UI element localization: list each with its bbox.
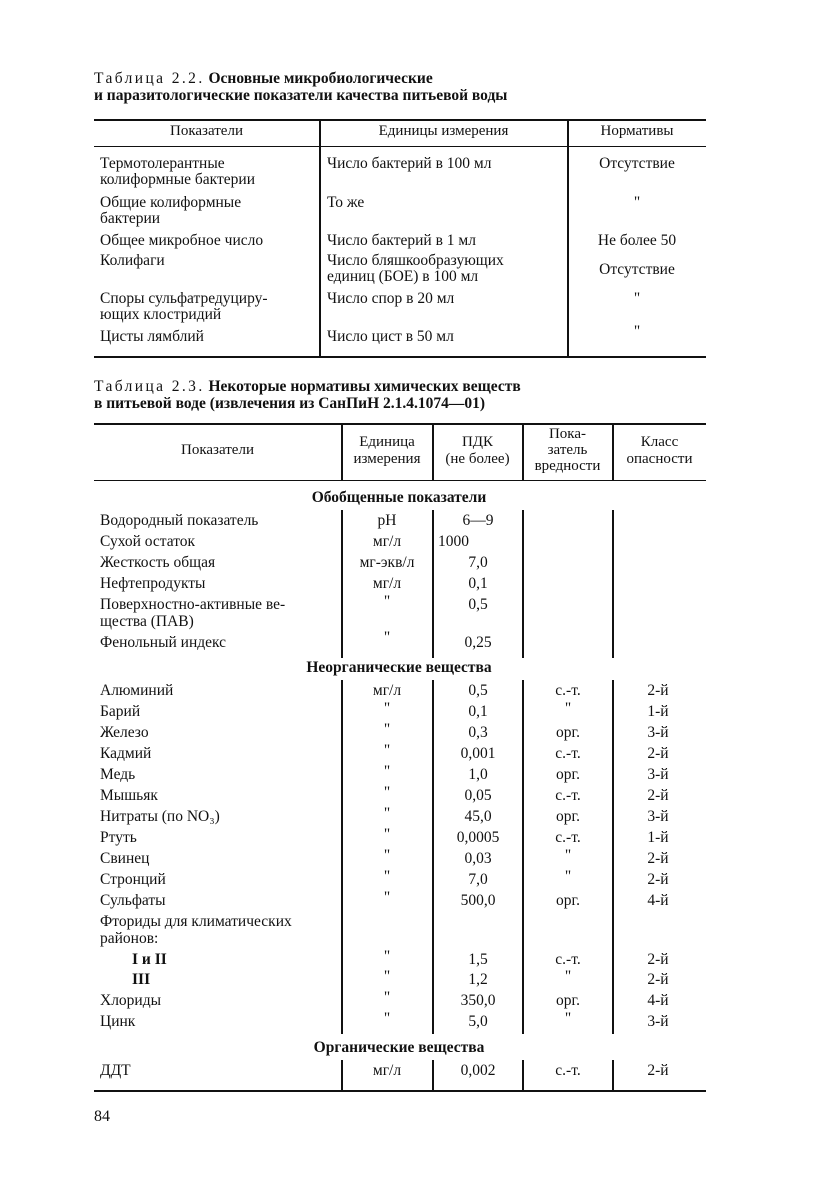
t23-section-general: Обобщенные показатели bbox=[311, 489, 487, 506]
t23-gen-row5-name-l1: Поверхностно-активные ве- bbox=[100, 596, 286, 613]
table-2-2-header-indicator: Показатели bbox=[170, 123, 243, 139]
t23-inorg-row16-name: Цинк bbox=[100, 1013, 136, 1030]
t23-inorg-row2-harm: " bbox=[564, 700, 572, 717]
t23-inorg-row5-harm: орг. bbox=[556, 766, 580, 783]
t23-inorg-row3-unit: " bbox=[383, 721, 391, 738]
t23-inorg-row8-unit: " bbox=[383, 826, 391, 843]
t23-inorg-row1-harm: с.-т. bbox=[555, 682, 581, 699]
table-2-2-col-divider-1 bbox=[319, 119, 321, 357]
t23-inorg-row6-harm: с.-т. bbox=[555, 787, 581, 804]
t23-inorg-row5-class: 3-й bbox=[647, 766, 669, 783]
t22-row1-indicator-l2: колиформные бактерии bbox=[100, 171, 255, 188]
t23-inorg-row16-pdk: 5,0 bbox=[468, 1013, 488, 1030]
t23-header-harm-l3: вредности bbox=[534, 458, 601, 474]
t23-inorg-row5-pdk: 1,0 bbox=[468, 766, 488, 783]
t22-row6-indicator: Цисты лямблий bbox=[100, 328, 204, 345]
t23-inorg-row10-unit: " bbox=[383, 868, 391, 885]
t23-org-row1-pdk: 0,002 bbox=[460, 1062, 496, 1079]
t23-inorg-row14-harm: " bbox=[564, 968, 572, 985]
t23-inorg-row9-harm: " bbox=[564, 847, 572, 864]
t23-inorg-row14-pdk: 1,2 bbox=[468, 971, 488, 988]
table-2-3-caption bbox=[94, 378, 521, 412]
t23-inorg-row13-name: I и II bbox=[132, 951, 167, 968]
t23-inorg-row7-pdk: 45,0 bbox=[464, 808, 492, 825]
t23-inorg-row9-name: Свинец bbox=[100, 850, 150, 867]
t23-gen-row4-unit: мг/л bbox=[372, 575, 402, 592]
t22-row4-unit-l2: единиц (БОЕ) в 100 мл bbox=[327, 268, 479, 285]
t23-inorg-row16-harm: " bbox=[564, 1010, 572, 1027]
t23-inorg-row1-unit: мг/л bbox=[372, 682, 402, 699]
table-2-2-bottom-rule bbox=[94, 356, 706, 358]
t23-inorg-row15-harm: орг. bbox=[556, 992, 580, 1009]
t23-inorg-row4-harm: с.-т. bbox=[555, 745, 581, 762]
t23-org-row1-class: 2-й bbox=[647, 1062, 669, 1079]
t23-inorg-row13-harm: с.-т. bbox=[555, 951, 581, 968]
t23-inorg-row4-pdk: 0,001 bbox=[460, 745, 496, 762]
table-2-2-title-line1: Основные микробиологические bbox=[208, 70, 433, 87]
t23-inorg-row11-pdk: 500,0 bbox=[460, 892, 496, 909]
t23-inorg-row8-name: Ртуть bbox=[100, 829, 137, 846]
table-2-3-label: Таблица 2.3. bbox=[94, 378, 205, 395]
t23-header-class-l2: опасности bbox=[626, 451, 693, 467]
t23-inorg-row1-name: Алюминий bbox=[100, 682, 174, 699]
table-2-2-label: Таблица 2.2. bbox=[94, 70, 205, 87]
table-2-2-header-norm: Нормативы bbox=[600, 123, 674, 139]
t23-inorg-row10-harm: " bbox=[564, 868, 572, 885]
t23-inorg-row6-pdk: 0,05 bbox=[464, 787, 492, 804]
t22-row4-indicator: Колифаги bbox=[100, 252, 165, 269]
t23-gen-row2-unit: мг/л bbox=[372, 533, 402, 550]
table-2-3-title-line1: Некоторые нормативы химических веществ bbox=[208, 378, 521, 395]
t23-section-inorganic: Неорганические вещества bbox=[306, 659, 492, 676]
t23-inorg-row14-unit: " bbox=[383, 968, 391, 985]
t23-inorg-row10-name: Стронций bbox=[100, 871, 166, 888]
t23-header-unit-l2: измерения bbox=[353, 451, 421, 467]
t23-inorg-row9-pdk: 0,03 bbox=[464, 850, 492, 867]
t23-gen-row5-pdk: 0,5 bbox=[468, 596, 488, 613]
t22-row2-norm: " bbox=[633, 194, 641, 211]
t23-inorg-row4-unit: " bbox=[383, 742, 391, 759]
t23-inorg-row10-pdk: 7,0 bbox=[468, 871, 488, 888]
t23-inorg-row11-unit: " bbox=[383, 889, 391, 906]
t23-inorg-row2-name: Барий bbox=[100, 703, 141, 720]
t23-inorg-row1-pdk: 0,5 bbox=[468, 682, 488, 699]
t23-org-row1-name: ДДТ bbox=[100, 1062, 131, 1079]
t23-inorg-row8-pdk: 0,0005 bbox=[456, 829, 500, 846]
t23-gen-row3-name: Жесткость общая bbox=[100, 554, 216, 571]
t23-inorg-row7-class: 3-й bbox=[647, 808, 669, 825]
t23-inorg-row9-unit: " bbox=[383, 847, 391, 864]
t22-row4-norm: Отсутствие bbox=[599, 261, 675, 278]
t23-gen-row1-name: Водородный показатель bbox=[100, 512, 259, 529]
t22-row2-indicator-l1: Общие колиформные bbox=[100, 194, 242, 211]
table-2-3-header-rule bbox=[94, 480, 706, 481]
table-2-2-header-unit: Единицы измерения bbox=[378, 123, 509, 139]
t23-inorg-row5-name: Медь bbox=[100, 766, 136, 783]
table-2-3-title-line2: в питьевой воде (извлечения из СанПиН 2.1.4.1074—01) bbox=[94, 395, 486, 412]
t23-inorg-row3-name: Железо bbox=[100, 724, 149, 741]
t23-inorg-row7-harm: орг. bbox=[556, 808, 580, 825]
t22-row5-unit: Число спор в 20 мл bbox=[327, 290, 455, 307]
t23-inorg-row13-unit: " bbox=[383, 948, 391, 965]
t23-gen-row1-pdk: 6—9 bbox=[462, 512, 494, 529]
t22-row3-indicator: Общее микробное число bbox=[100, 232, 264, 249]
t23-inorg-row2-unit: " bbox=[383, 700, 391, 717]
t23-gen-row6-pdk: 0,25 bbox=[464, 634, 492, 651]
t22-row3-norm: Не более 50 bbox=[597, 232, 677, 249]
t23-inorg-row11-name: Сульфаты bbox=[100, 892, 166, 909]
t22-row2-unit: То же bbox=[327, 194, 365, 211]
t23-gen-row6-unit: " bbox=[383, 629, 391, 646]
t23-header-unit-l1: Единица bbox=[359, 434, 415, 450]
t23-header-class-l1: Класс bbox=[640, 434, 679, 450]
t22-row5-norm: " bbox=[633, 290, 641, 307]
t23-inorg-row6-unit: " bbox=[383, 784, 391, 801]
t23-inorg-row13-pdk: 1,5 bbox=[468, 951, 488, 968]
t23-inorg-row10-class: 2-й bbox=[647, 871, 669, 888]
t23-inorg-row6-name: Мышьяк bbox=[100, 787, 158, 804]
table-2-3-bottom-rule bbox=[94, 1090, 706, 1092]
t23-inorg-row14-name: III bbox=[132, 971, 151, 988]
t23-header-pdk-l1: ПДК bbox=[461, 434, 494, 450]
t22-row6-unit: Число цист в 50 мл bbox=[327, 328, 454, 345]
t23-inorg-row6-class: 2-й bbox=[647, 787, 669, 804]
t23-inorg-row8-class: 1-й bbox=[647, 829, 669, 846]
t23-inorg-row15-class: 4-й bbox=[647, 992, 669, 1009]
t23-gen-row5-unit: " bbox=[383, 593, 391, 610]
table-2-3-top-rule bbox=[94, 423, 706, 425]
t23-gen-row6-name: Фенольный индекс bbox=[100, 634, 227, 651]
t23-inorg-row3-pdk: 0,3 bbox=[468, 724, 488, 741]
t23-gen-divider-4 bbox=[612, 510, 614, 658]
t23-inorg-row11-class: 4-й bbox=[647, 892, 669, 909]
table-2-2-header-rule bbox=[94, 146, 706, 147]
t22-row5-indicator-l2: ющих клостридий bbox=[100, 306, 222, 323]
page-number: 84 bbox=[94, 1108, 110, 1125]
t22-row2-indicator-l2: бактерии bbox=[100, 210, 161, 227]
t22-row1-unit: Число бактерий в 100 мл bbox=[327, 155, 492, 172]
t23-gen-row4-pdk: 0,1 bbox=[468, 575, 488, 592]
t23-inorg-row15-name: Хлориды bbox=[100, 992, 162, 1009]
t23-org-row1-unit: мг/л bbox=[372, 1062, 402, 1079]
t23-inorg-row2-pdk: 0,1 bbox=[468, 703, 488, 720]
t23-inorg-row7-unit: " bbox=[383, 805, 391, 822]
t23-header-indicator: Показатели bbox=[181, 442, 254, 458]
t22-row1-norm: Отсутствие bbox=[599, 155, 675, 172]
t23-org-row1-harm: с.-т. bbox=[555, 1062, 581, 1079]
t23-inorg-row3-class: 3-й bbox=[647, 724, 669, 741]
table-2-2-title-line2: и паразитологические показатели качества питьевой воды bbox=[94, 87, 508, 104]
t23-gen-row2-name: Сухой остаток bbox=[100, 533, 196, 550]
t23-inorg-row4-class: 2-й bbox=[647, 745, 669, 762]
t22-row4-unit-l1: Число бляшкообразующих bbox=[327, 252, 504, 269]
t23-inorg-row9-class: 2-й bbox=[647, 850, 669, 867]
t23-inorg-row7-name: Нитраты (по NO₃) bbox=[100, 808, 220, 825]
t23-inorg-row15-unit: " bbox=[383, 989, 391, 1006]
t22-row3-unit: Число бактерий в 1 мл bbox=[327, 232, 476, 249]
t22-row1-indicator-l1: Термотолерантные bbox=[100, 155, 225, 172]
t23-inorg-row16-unit: " bbox=[383, 1010, 391, 1027]
t23-inorg-row1-class: 2-й bbox=[647, 682, 669, 699]
t22-row5-indicator-l1: Споры сульфатредуциру- bbox=[100, 290, 268, 307]
t23-inorg-row12-name-l2: районов: bbox=[100, 930, 159, 947]
t23-inorg-row11-harm: орг. bbox=[556, 892, 580, 909]
t23-gen-row5-name-l2: щества (ПАВ) bbox=[100, 613, 194, 630]
t23-inorg-row4-name: Кадмий bbox=[100, 745, 152, 762]
t23-inorg-row15-pdk: 350,0 bbox=[460, 992, 496, 1009]
t23-gen-row4-name: Нефтепродукты bbox=[100, 575, 206, 592]
t23-gen-row3-unit: мг-экв/л bbox=[359, 554, 415, 571]
t23-inorg-row2-class: 1-й bbox=[647, 703, 669, 720]
t23-inorg-row8-harm: с.-т. bbox=[555, 829, 581, 846]
t23-inorg-row13-class: 2-й bbox=[647, 951, 669, 968]
t23-inorg-row12-name-l1: Фториды для климатических bbox=[100, 913, 292, 930]
t23-gen-row2-pdk: 1000 bbox=[438, 533, 469, 550]
table-2-2-top-rule bbox=[94, 119, 706, 121]
t23-header-harm-l2: затель bbox=[547, 442, 588, 458]
t23-section-organic: Органические вещества bbox=[313, 1039, 485, 1056]
t23-inorg-row14-class: 2-й bbox=[647, 971, 669, 988]
t23-header-pdk-l2: (не более) bbox=[445, 451, 510, 467]
t23-inorg-row16-class: 3-й bbox=[647, 1013, 669, 1030]
table-2-2-caption bbox=[94, 70, 507, 104]
t23-gen-row1-unit: pH bbox=[377, 512, 397, 529]
t23-inorg-row3-harm: орг. bbox=[556, 724, 580, 741]
t22-row6-norm: " bbox=[633, 323, 641, 340]
t23-inorg-row5-unit: " bbox=[383, 763, 391, 780]
t23-header-harm-l1: Пока- bbox=[548, 426, 587, 442]
t23-gen-row3-pdk: 7,0 bbox=[468, 554, 488, 571]
